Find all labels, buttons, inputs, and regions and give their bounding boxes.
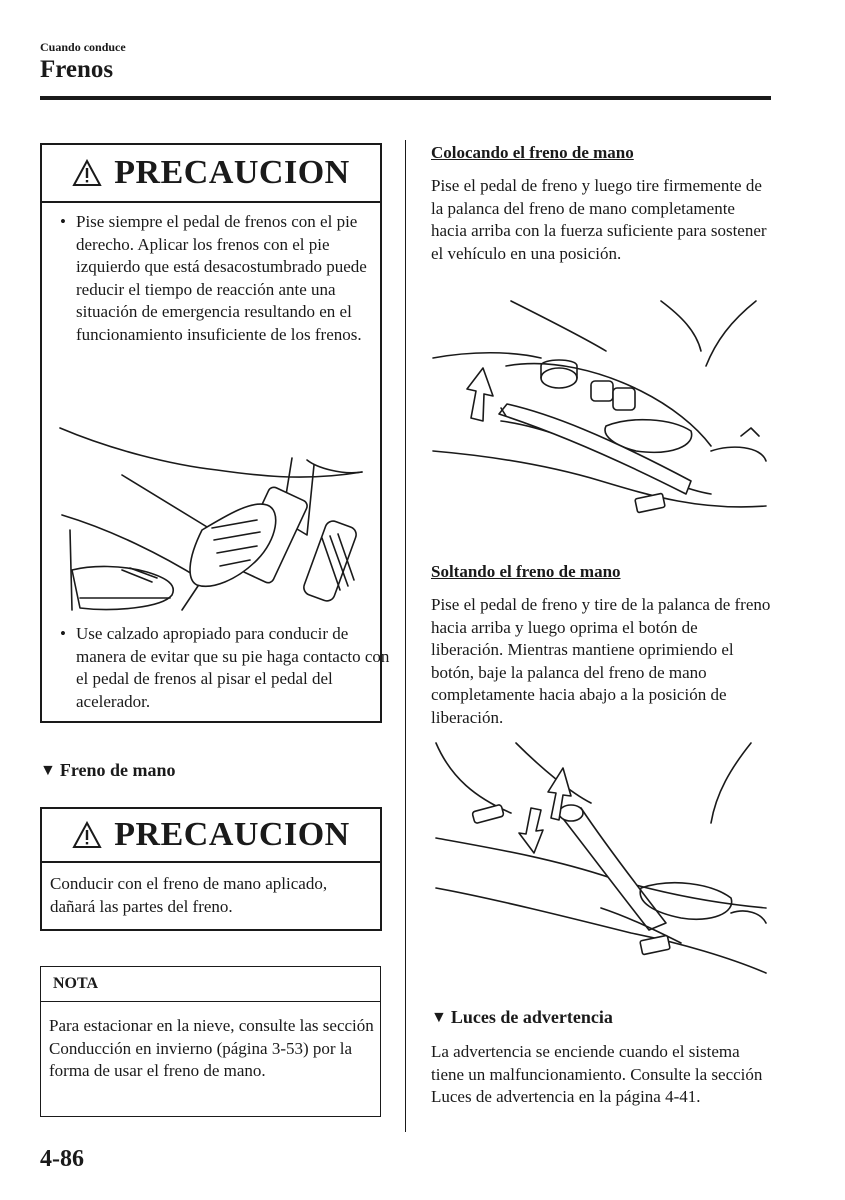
caution-box-handbrake (40, 807, 382, 931)
note-title: NOTA (41, 967, 380, 1002)
section-marker-icon: ▼ (431, 1008, 447, 1026)
foot-pedal-illustration (52, 420, 372, 620)
bullet-text: Pise siempre el pedal de frenos con el pie derecho. Aplicar los frenos con el pie izquierdo que está desacostumbrado puede reducir el tiempo de reacción ante una situación de emergencia resultando en el funcionamiento insuficiente de los frenos. (76, 212, 367, 344)
handbrake-heading (40, 760, 176, 781)
caution-title: PRECAUCION (114, 816, 350, 853)
section-label: Cuando conduce (40, 40, 126, 54)
page-title: Frenos (40, 56, 114, 83)
header-rule (40, 96, 771, 100)
handbrake-release-illustration (431, 738, 771, 978)
bullet-dot: • (60, 624, 66, 643)
column-divider (405, 140, 406, 1132)
caution-header (42, 809, 380, 863)
warning-triangle-icon (72, 159, 102, 187)
bullet-text: Use calzado apropiado para conducir de manera de evitar que su pie haga contacto con el pedal de frenos al pisar el pedal del acelerador. (76, 624, 390, 711)
caution-title: PRECAUCION (114, 154, 350, 191)
applying-text: Pise el pedal de freno y luego tire firmemente de la palanca del freno de mano completamente hacia arriba con la fuerza suficiente para sostener el vehículo en una posición. (431, 176, 767, 263)
note-box (40, 966, 381, 1117)
caution-box-pedal (40, 143, 390, 723)
handbrake-heading-text: Freno de mano (59, 760, 176, 780)
releasing-text: Pise el pedal de freno y tire de la palanca de freno hacia arriba y luego oprima el botón de liberación. Mientras mantiene oprimiendo el botón, baje la palanca del freno de mano completamente hacia abajo a la posición de liberación. (431, 595, 771, 727)
bullet-dot: • (60, 212, 66, 231)
warning-triangle-icon (72, 821, 102, 849)
releasing-heading: Soltando el freno de mano (431, 562, 621, 581)
page-number: 4-86 (40, 1146, 84, 1172)
note-text: Para estacionar en la nieve, consulte las sección Conducción en invierno (página 3-53) por la forma de usar el freno de mano. (49, 1016, 374, 1080)
section-marker-icon: ▼ (40, 761, 56, 779)
warning-lights-text: La advertencia se enciende cuando el sistema tiene un malfuncionamiento. Consulte la sección Luces de advertencia en la página 4-41. (431, 1042, 763, 1106)
applying-heading: Colocando el freno de mano (431, 143, 634, 162)
handbrake-apply-illustration (431, 296, 771, 521)
caution-bullet-right-foot (60, 211, 391, 346)
caution-text: Conducir con el freno de mano aplicado, dañará las partes del freno. (50, 874, 328, 916)
warning-lights-heading-text: Luces de advertencia (450, 1007, 613, 1027)
warning-lights-heading (431, 1007, 613, 1028)
caution-bullet-footwear (60, 623, 391, 713)
caution-header (42, 145, 380, 203)
